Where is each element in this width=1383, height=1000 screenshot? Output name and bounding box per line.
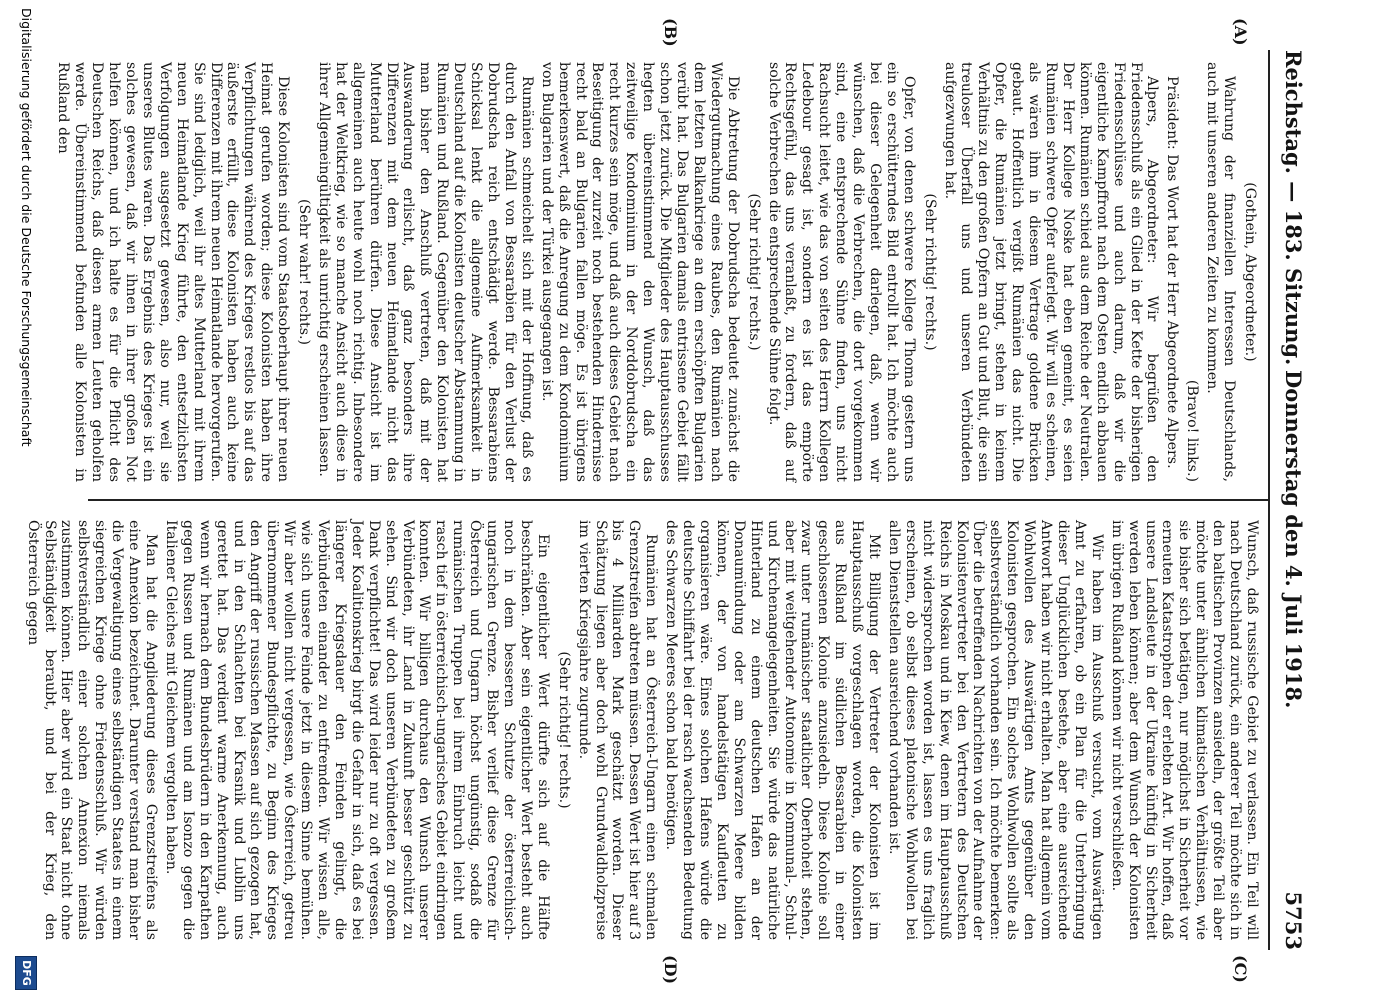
margin-mark-c: (C) [1231,955,1250,983]
paragraph: Wunsch, daß russische Gebiet zu verlassen. Ein Teil will nach Deutschland zurück, ein anderer Teil möchte sich in den baltischen Provinzen ansiedeln, der größte Teil aber möchte unter ähnlichen klimatischen Verhältnissen, wie sie bisher sich betätigen, nur möglichst in Sicherheit vor erneuten Katastrophen der erlebten Art. Wir hoffen, daß unsere Landsleute in der Ukraine künftig in Sicherheit werden leben können; aber dem Wunsch der Kolonisten im übrigen Rußland können wir nicht verschließen. [1108,520,1260,940]
header-rule [1268,50,1270,950]
paragraph: Wahrung der finanziellen Interessen Deutschlands, auch mit unseren anderen Zeiten zu kommen. [1204,62,1238,482]
digitization-footer [10,0,40,1000]
speaker-attribution: (Gothein, Abgeordneter.) [1242,182,1258,362]
page-number: 5753 [1281,891,1306,950]
header-date: Donnerstag den 4. Juli 1918. [1281,370,1306,709]
left-column [55,62,1260,482]
paragraph: Opfer, von denen schwere Kollege Thoma gestern uns ein so erschütterndes Bild entrollt hat. Ich möchte auch bei dieser Gelegenheit darlegen, daß, wenn wir wünschen, daß die Verbrechen, die dort vorgekommen sind, eine entsprechende Sühne finden, uns nicht Rachsucht leitet, wie das von seiten des Herrn Kollegen Ledebour gesagt ist, sondern es ist das empörte Rechtsgefühl, das uns veranlaßt, zu fordern, daß auf solche Verbrechen die entsprechende Sühne folgt. [765,62,917,482]
interjection: (Sehr richtig! rechts.) [555,651,572,809]
interjection: (Sehr wahr! rechts.) [296,198,313,346]
paragraph: Präsident: Das Wort hat der Herr Abgeordnete Alpers. [1164,76,1181,469]
interjection: (Sehr richtig! rechts.) [921,193,938,351]
interjection: (Sehr richtig! rechts.) [745,193,762,351]
paragraph: Rumänien schmeichelt sich mit der Hoffnung, daß es durch den Anfall von Bessarabien für den Verlust der Dobrudscha reich entschädigt werde. Bessarabiens Schicksal lenkt die allgemeine Aufmerksamkeit in Deutschland auf die Kolonisten deutscher Abstammung in Rumänien und Rußland. Gegenüber den Kolonisten hat man bisher den Anschluß vertreten, daß mit der Auswanderung erlischt, daß ganz besonders ihre Differenzen mit dem neuen Heimatlande nicht das Mutterland berühren dürfen. Diese Ansicht ist im allgemeinen auch heute wohl noch richtig. Inbesondere hat der Weltkrieg, wie so manche Ansicht auch diese in ihrer Allgemeingültigkeit als unrichtig erscheinen lassen. [315,62,535,482]
paragraph: Diese Kolonisten sind vom Staatsoberhaupt ihrer neuen Heimat gerufen worden; diese Kolonisten haben ihre Verpflichtungen während des Krieges restlos bis auf das äußerste erfüllt, diese Kolonisten haben auch keine Differenzen mit ihrem neuen Heimatlande hervorgerufen. Sie sind lediglich, weil ihr altes Mutterland mit ihrem neuen Heimatlande Krieg führte, den entsetzlichsten Verfolgungen ausgesetzt gewesen, also nur, weil sie unseres Blutes waren. Das Ergebnis des Krieges ist ein solches gewesen, daß wir ihnen in ihrer großen Not helfen können, und ich halte es für die Pflicht des Deutschen Reichs, daß diesen armen Leuten geholfen werde. Übereinstimmend befunden alle Kolonisten in Rußland den [55,62,292,482]
paragraph: Rumänien hat an Österreich-Ungarn einen schmalen Grenzstreifen abtreten müssen. Dessen Wert ist hier auf 3 bis 4 Milliarden Mark geschätzt worden. Dieser Schätzung liegen aber doch wohl Grundwaldholzpreise im vierten Kriegsjahre zugrunde. [575,520,660,940]
page-header [1276,50,1310,950]
paragraph: Wir haben im Ausschuß versucht, vom Auswärtigen Amt zu erfahren, ob ein Plan für die Unterbringung dieser Unglücklichen bestehe, aber eine ausreichende Antwort haben wir nicht erhalten. Man hat allgemein vom Wohlwollen des Auswärtigen Amts gegenüber den Kolonisten gesprochen. Ein solches Wohlwollen sollte als selbstverständlich vorhanden sein. Ich möchte bemerken: Über die betreffenden Nachrichten von der Aufnahme der Kolonistenvertreter bei den Vertretern des Deutschen Reichs in Moskau und in Kiew, denen im Hauptausschuß nicht widersprochen worden ist, lassen es uns fraglich erscheinen, ob selbst dieses platonische Wohlwollen bei allen Dienststellen ausreichend vorhanden ist. [885,520,1105,940]
paragraph: Mit Billigung der Vertreter der Kolonisten ist im Hauptausschuß vorgeschlagen worden, die Kolonisten aus Rußland im südlichen Bessarabien in einer geschlossenen Kolonie anzusiedeln. Diese Kolonie soll zwar unter rumänischer staatlicher Oberhoheit stehen, aber mit weitgehender Autonomie in Kommunal-, Schul- und Kirchenangelegenheiten. Sie würde das natürliche Hinterland zu einem deutschen Hafen an der Donaumündung oder am Schwarzen Meere bilden können, der von handelstätigen Kaufleuten zu organisieren wäre. Eines solchen Hafens würde die deutsche Schiffahrt bei der rasch wachsenden Bedeutung des Schwarzen Meeres schon bald benötigen. [663,520,883,940]
interjection: (Bravo! links.) [1184,379,1201,482]
column-rule [88,499,1268,501]
funding-note: Digitalisierung gefördert durch die Deutsche Forschungsgemeinschaft [19,8,34,447]
margin-mark-a: (A) [1231,18,1250,46]
paragraph: Alpers, Abgeordneter: Wir begrüßen den Friedensschluß als ein Glied in der Kette der bisherigen Friedensschlüsse und auch darum, daß wir die eigentliche Kampffront nach dem Osten endlich abbauen können. Rumänien schied aus dem Reiche der Neutralen. Der Herr Kollege Noske hat eben gemeint, es seien Rumänien schwere Opfer auferlegt. Wir will es scheinen, als wären ihm in diesem Vertrage goldene Brücken gebaut. Hoffentlich vergißt Rumänien das nicht. Die Opfer, die Rumänien jetzt bringt, stehen in keinem Verhältnis zu den großen Opfern an Gut und Blut, die sein treuloser Überfall uns und unseren Verbündeten aufgezwungen hat. [941,62,1161,482]
dfg-logo: DFG [15,956,37,990]
paragraph: Man hat die Angliederung dieses Grenzstreifens als eine Annexion bezeichnet. Darunter verstand man bisher die Vergewaltigung eines selbständigen Staates in einem siegreichen Kriege ohne Friedensschluß. Wir würden selbstverständlich einer solchen Annexion niemals zustimmen können. Hier aber wird ein Staat nicht ohne Selbständigkeit beraubt, und bei der Krieg, den Österreich gegen [24,520,159,940]
header-left: Reichstag. — 183. Sitzung. [1281,50,1306,366]
right-column [24,520,1260,940]
margin-mark-b: (B) [661,18,680,47]
paragraph: Ein eigentlicher Wert dürfte sich auf die Hälfte beschränken. Aber sein eigentlicher Wert besteht auch noch in dem besseren Schutze der österreichisch-ungarischen Grenze. Bisher verlief diese Grenze für Österreich und Ungarn höchst ungünstig, sodaß die rumänischen Truppen bei ihrem Einbruch leicht und rasch tief in österreichisch-ungarisches Gebiet eindringen konnten. Wir billigen durchaus den Wunsch unserer Verbündeten, ihr Land in Zukunft besser geschützt zu sehen. Sind wir doch unseren Verbündeten zu großem Dank verpflichtet! Das wird leider nur zu oft vergessen. Jeder Koalitionskrieg birgt die Gefahr in sich, daß es bei längerer Kriegsdauer den Feinden gelingt, die Verbündeten einander zu entfremden. Wir wissen alle, wie sich unsere Feinde jetzt in diesem Sinne bemühen. Wir aber wollen nicht vergessen, wie Österreich, getreu übernommener Bundespflichte, zu Beginn des Krieges den Angriff der russischen Massen auf sich gezogen hat, und in den Schlachten bei Krasnik und Lublin uns gerettet hat. Das verdient warme Anerkennung, auch wenn wir hernach dem Bundesbrüdern in den Karpathen gegen Russen und Rumänen und am Isonzo gegen die Italiener Gleiches mit Gleichem vergolten haben. [162,520,551,940]
paragraph: Die Abtretung der Dobrudscha bedeutet zunächst die Wiedergutmachung eines Raubes, den Rumänien nach dem letzten Balkankriege an dem erschöpften Bulgarien verübt hat. Das Bulgarien damals entrissene Gebiet fällt schon jetzt zurück. Die Mitglieder des Hauptausschusses hegten übereinstimmend den Wunsch, daß das zeitweilige Kondominium in der Norddobrudscha ein recht kurzes sein möge, und daß auch dieses Gebiet nach Beseitigung der zurzeit noch bestehenden Hindernisse recht bald an Bulgarien fallen möge. Es ist übrigens bemerkenswert, daß die Anregung zu dem Kondominium von Bulgarien und der Türkei ausgegangen ist. [538,62,741,482]
margin-mark-d: (D) [661,955,680,985]
